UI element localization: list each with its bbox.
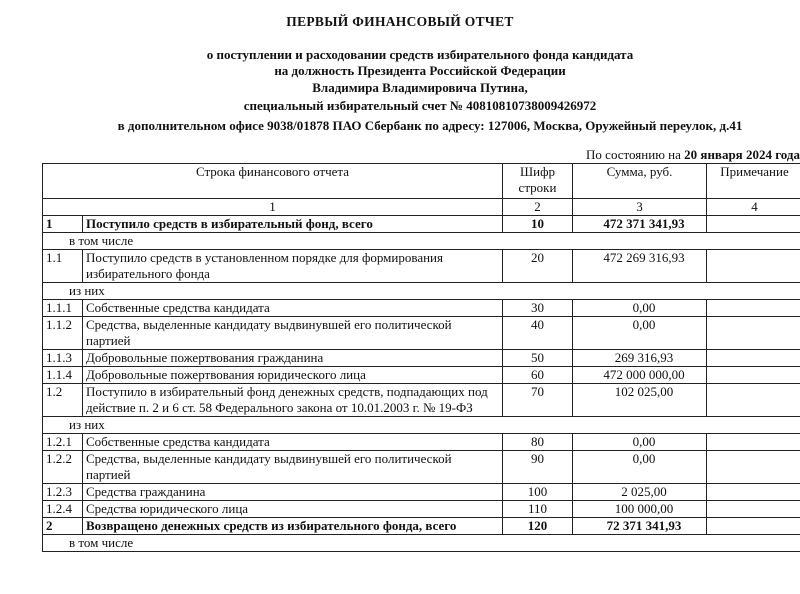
table-row xyxy=(43,434,800,451)
row-sum: 102 025,00 xyxy=(573,384,707,417)
row-code: 40 xyxy=(503,317,573,350)
row-note xyxy=(707,501,800,518)
col-number: 3 xyxy=(573,199,707,216)
row-number: 1.2.4 xyxy=(43,501,83,518)
table-row xyxy=(43,451,800,484)
row-note xyxy=(707,434,800,451)
row-sum: 269 316,93 xyxy=(573,350,707,367)
row-label: Средства, выделенные кандидату выдвинувшей его политической партией xyxy=(83,451,503,484)
header-code: Шифр строки xyxy=(503,164,573,199)
row-note xyxy=(707,216,800,233)
table-row xyxy=(43,484,800,501)
row-number: 2 xyxy=(43,518,83,535)
row-note xyxy=(707,451,800,484)
row-number: 1 xyxy=(43,216,83,233)
table-row xyxy=(43,216,800,233)
report-date-prefix: По состоянию на xyxy=(586,147,681,162)
column-number-row xyxy=(43,199,800,216)
row-code: 80 xyxy=(503,434,573,451)
row-number: 1.2.1 xyxy=(43,434,83,451)
col-number: 4 xyxy=(707,199,800,216)
row-number: 1.1 xyxy=(43,250,83,283)
row-label: Поступило в избирательный фонд денежных средств, подпадающих под действие п. 2 и 6 ст. 58 Федерального закона от 10.01.2003 г. № 19-ФЗ xyxy=(83,384,503,417)
row-label: Средства, выделенные кандидату выдвинувшей его политической партией xyxy=(83,317,503,350)
row-label: Добровольные пожертвования гражданина xyxy=(83,350,503,367)
row-label: Собственные средства кандидата xyxy=(83,434,503,451)
row-sum: 100 000,00 xyxy=(573,501,707,518)
separator-label: из них xyxy=(43,283,800,300)
row-code: 120 xyxy=(503,518,573,535)
table-row xyxy=(43,250,800,283)
row-number: 1.1.1 xyxy=(43,300,83,317)
row-label: Поступило средств в установленном порядке для формирования избирательного фонда xyxy=(83,250,503,283)
row-label: Добровольные пожертвования юридического лица xyxy=(83,367,503,384)
row-label: Возвращено денежных средств из избирательного фонда, всего xyxy=(83,518,503,535)
row-sum: 0,00 xyxy=(573,300,707,317)
row-number: 1.1.2 xyxy=(43,317,83,350)
row-code: 100 xyxy=(503,484,573,501)
row-note xyxy=(707,300,800,317)
row-note xyxy=(707,384,800,417)
row-label: Средства юридического лица xyxy=(83,501,503,518)
report-subtitle-line1: о поступлении и расходовании средств избирательного фонда кандидата xyxy=(206,47,634,62)
row-sum: 0,00 xyxy=(573,317,707,350)
table-row xyxy=(43,317,800,350)
separator-row xyxy=(43,283,800,300)
row-code: 20 xyxy=(503,250,573,283)
table-row xyxy=(43,384,800,417)
row-code: 70 xyxy=(503,384,573,417)
row-sum: 0,00 xyxy=(573,451,707,484)
row-note xyxy=(707,350,800,367)
separator-row xyxy=(43,417,800,434)
separator-label: в том числе xyxy=(43,535,800,552)
row-code: 110 xyxy=(503,501,573,518)
row-sum: 472 269 316,93 xyxy=(573,250,707,283)
col-number: 2 xyxy=(503,199,573,216)
row-code: 60 xyxy=(503,367,573,384)
col-number: 1 xyxy=(43,199,503,216)
table-row xyxy=(43,518,800,535)
separator-row xyxy=(43,535,800,552)
row-note xyxy=(707,250,800,283)
row-sum: 72 371 341,93 xyxy=(573,518,707,535)
header-row-label: Строка финансового отчета xyxy=(43,164,503,199)
financial-report-table xyxy=(42,163,800,552)
separator-label: в том числе xyxy=(43,233,800,250)
row-sum: 2 025,00 xyxy=(573,484,707,501)
row-sum: 0,00 xyxy=(573,434,707,451)
header-sum: Сумма, руб. xyxy=(573,164,707,199)
row-number: 1.1.4 xyxy=(43,367,83,384)
row-number: 1.1.3 xyxy=(43,350,83,367)
bank-address: в дополнительном офисе 9038/01878 ПАО Сбербанк по адресу: 127006, Москва, Оружейный переулок, д.41 xyxy=(117,118,743,133)
table-row xyxy=(43,350,800,367)
row-label: Средства гражданина xyxy=(83,484,503,501)
header-note: Примечание xyxy=(707,164,800,199)
row-note xyxy=(707,518,800,535)
row-note xyxy=(707,367,800,384)
report-date-value: 20 января 2024 года xyxy=(684,147,800,162)
row-number: 1.2.2 xyxy=(43,451,83,484)
report-title: ПЕРВЫЙ ФИНАНСОВЫЙ ОТЧЕТ xyxy=(286,14,514,29)
row-code: 90 xyxy=(503,451,573,484)
table-header-row xyxy=(43,164,800,199)
row-number: 1.2.3 xyxy=(43,484,83,501)
row-code: 10 xyxy=(503,216,573,233)
row-number: 1.2 xyxy=(43,384,83,417)
row-sum: 472 000 000,00 xyxy=(573,367,707,384)
row-note xyxy=(707,484,800,501)
table-row xyxy=(43,367,800,384)
row-sum: 472 371 341,93 xyxy=(573,216,707,233)
row-code: 50 xyxy=(503,350,573,367)
row-label: Собственные средства кандидата xyxy=(83,300,503,317)
row-note xyxy=(707,317,800,350)
account-number: специальный избирательный счет № 40810810738009426972 xyxy=(243,98,597,113)
separator-label: из них xyxy=(43,417,800,434)
report-subtitle-line2: на должность Президента Российской Федерации xyxy=(274,63,566,78)
row-label: Поступило средств в избирательный фонд, всего xyxy=(83,216,503,233)
table-row xyxy=(43,300,800,317)
report-date xyxy=(586,147,800,163)
candidate-name: Владимира Владимировича Путина, xyxy=(312,80,528,95)
table-row xyxy=(43,501,800,518)
row-code: 30 xyxy=(503,300,573,317)
separator-row xyxy=(43,233,800,250)
